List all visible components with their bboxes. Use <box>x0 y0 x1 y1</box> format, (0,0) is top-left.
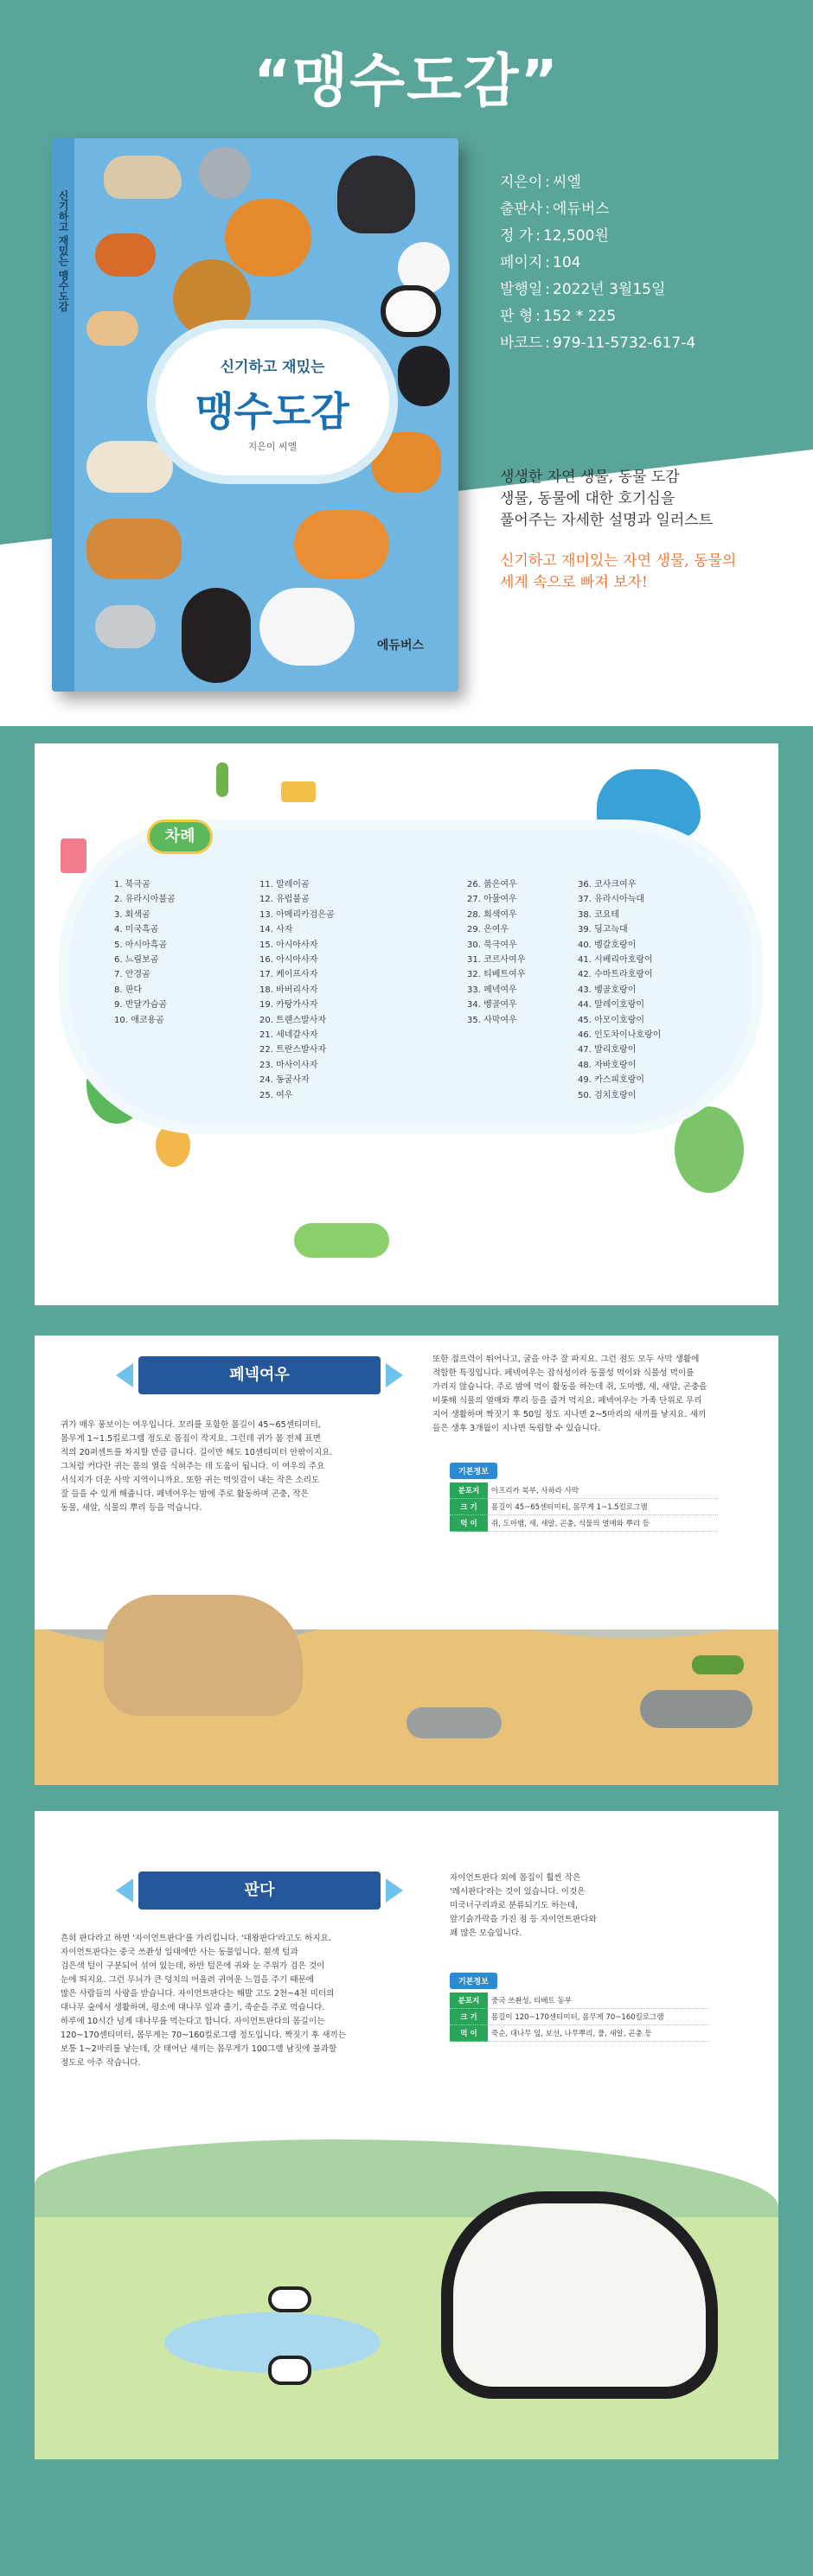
toc-item[interactable]: 46. 인도차이나호랑이 <box>578 1030 662 1041</box>
toc-item[interactable]: 27. 아뮬여우 <box>467 895 517 905</box>
section-banner: 판다 <box>138 1871 381 1910</box>
toc-item[interactable]: 23. 마사이사자 <box>259 1060 318 1070</box>
info-row-format: 판 형 : 152 * 225 <box>500 303 794 330</box>
row-value: 몸길이 45~65센티미터, 몸무게 1~1.5킬로그램 <box>488 1499 718 1515</box>
text-line: 또한 접프력이 뛰어나고, 굴을 아주 잘 파지요. 그런 점도 모두 사막 생활에 <box>432 1355 700 1364</box>
toc-item[interactable]: 24. 동굴사자 <box>259 1075 310 1086</box>
info-key: 지은이 <box>500 174 543 191</box>
toc-item[interactable]: 40. 벵갈호랑이 <box>578 940 637 950</box>
section-banner: 페넥여우 <box>138 1356 381 1394</box>
text-line: 보통 1~2마리를 낳는데, 갓 태어난 새끼는 몸무게가 100그램 남짓에 불과할 <box>61 2044 337 2054</box>
toc-item[interactable]: 43. 벵골호랑이 <box>578 985 637 995</box>
table-row <box>450 1993 709 2009</box>
toc-item[interactable]: 11. 말레이곰 <box>259 880 310 889</box>
lion-illustration <box>173 259 251 337</box>
text-line: 눈에 띄지요. 그런 무늬가 큰 덩치의 어울려 귀여운 느낌을 주기 때문에 <box>61 1975 315 1985</box>
text-line: 귀가 매우 풍보이는 여우입니다. 꼬리를 포함한 몸길이 45~65센티미터, <box>61 1420 321 1430</box>
toc-item[interactable]: 34. 벵골여우 <box>467 1000 517 1011</box>
text-line: 120~170센티미터, 몸무게는 70~160킬로그램 정도입니다. 짝짓기 후 새끼는 <box>61 2031 347 2040</box>
basic-info-tag: 기본정보 <box>450 1973 497 1989</box>
lioness-illustration <box>86 519 182 579</box>
cactus-illustration <box>216 762 228 797</box>
toc-item[interactable]: 25. 여우 <box>259 1090 293 1100</box>
tree-illustration-small <box>156 1124 190 1167</box>
highlight-line: 세계 속으로 빠져 보자! <box>500 574 648 591</box>
toc-column-2 <box>259 877 389 1103</box>
tiger-illustration <box>225 199 311 277</box>
basic-info-box <box>450 1971 709 2042</box>
info-value: 152 * 225 <box>542 308 617 325</box>
fennec-text-left <box>61 1419 398 1515</box>
wolf-illustration <box>199 147 251 199</box>
info-row-publisher: 출판사 : 에듀버스 <box>500 196 794 223</box>
row-label: 크 기 <box>450 2009 488 2025</box>
info-value: 씨엘 <box>553 174 581 191</box>
fox-illustration <box>95 233 156 277</box>
row-value: 몸길이 120~170센티미터, 몸무게 70~160킬로그램 <box>488 2009 709 2025</box>
toc-item[interactable]: 19. 카탕가사자 <box>259 1000 318 1011</box>
spread-panda <box>35 1811 778 2459</box>
rock-illustration-2 <box>640 1690 752 1728</box>
text-line: 대나무 숲에서 생활하며, 평소에 대나무 잎과 줄기, 죽순을 주로 먹습니다. <box>61 2003 325 2012</box>
tree-illustration-right <box>675 1106 744 1193</box>
text-line: 자이언트판다 외에 몸집이 훨씬 작은 <box>450 1873 581 1883</box>
baby-panda-illustration-2 <box>268 2356 311 2385</box>
toc-item[interactable]: 18. 바버리사자 <box>259 985 318 995</box>
toc-item[interactable]: 38. 코요테 <box>578 909 620 920</box>
text-line: 하루에 10시간 넘게 대나무를 먹는다고 합니다. 자이언트판다의 몸길이는 <box>61 2017 325 2026</box>
toc-item[interactable]: 39. 딩고늑대 <box>578 925 628 935</box>
toc-column-4 <box>578 877 707 1103</box>
fennec-fox-illustration <box>104 1595 303 1716</box>
text-line: 비롯해 식물의 열매와 뿌리 등을 즐겨 먹지요. 페넥여우는 가족 단위로 무리 <box>432 1396 702 1406</box>
text-line: 잘 들을 수 있게 해줍니다. 페넥여우는 밤에 주로 활동하며 곤충, 작은 <box>61 1489 309 1499</box>
desc-line: 풀어주는 자세한 설명과 일러스트 <box>500 512 714 529</box>
info-row-price: 정 가 : 12,500원 <box>500 223 794 250</box>
baby-panda-illustration <box>268 2286 311 2312</box>
toc-item[interactable]: 44. 말레이호랑이 <box>578 1000 645 1011</box>
house-illustration <box>281 781 316 802</box>
book-description <box>500 467 794 594</box>
toc-item[interactable]: 30. 북극여우 <box>467 940 517 950</box>
panda-illustration <box>381 285 441 337</box>
text-line: 가리지 않습니다. 주로 밤에 먹이 활동을 하는데 쥐, 도마뱀, 새, 새알, 곤충을 <box>432 1382 707 1392</box>
building-illustration <box>61 838 86 873</box>
text-line: 서식지가 더운 사막 지역이니까요. 또한 귀는 먹잇감이 내는 작은 소리도 <box>61 1476 320 1485</box>
snow-leopard-illustration <box>104 156 182 199</box>
row-label: 분포지 <box>450 1993 488 2009</box>
text-line: 동물, 새알, 식물의 뿌리 등을 먹습니다. <box>61 1503 202 1513</box>
grey-fox-illustration <box>95 605 156 648</box>
row-value: 아프리카 북부, 사하라 사막 <box>488 1482 718 1499</box>
toc-item[interactable]: 13. 아메리카검은곰 <box>259 909 335 920</box>
text-line: 자이언트판다는 중국 쓰촨성 일대에만 사는 동물입니다. 흰색 털과 <box>61 1948 298 1957</box>
toc-badge: 차례 <box>147 819 213 854</box>
elephant-illustration <box>597 769 701 838</box>
toc-item[interactable]: 28. 회색여우 <box>467 909 517 920</box>
basic-info-box <box>450 1461 718 1532</box>
book-title: 맹수도감 <box>195 388 349 435</box>
toc-item[interactable]: 26. 붉은여우 <box>467 880 517 889</box>
info-value: 2022년 3월15일 <box>553 281 666 298</box>
giant-panda-illustration <box>441 2191 718 2399</box>
table-row <box>450 1482 718 1499</box>
toc-item[interactable]: 41. 시베리아호랑이 <box>578 955 653 966</box>
toc-item[interactable]: 4. 미국흑곰 <box>114 925 159 935</box>
info-row-author: 지은이 : 씨엘 <box>500 169 794 196</box>
fennec-text-right <box>432 1353 761 1436</box>
table-row <box>450 1515 718 1532</box>
toc-item[interactable]: 1. 북극곰 <box>114 880 150 889</box>
info-key: 페이지 <box>500 254 543 271</box>
desc-line: 생생한 자연 생물, 동물 도감 <box>500 469 680 486</box>
toc-item[interactable]: 15. 아시아사자 <box>259 940 318 950</box>
text-line: 적의 20퍼센트를 차지할 만큼 큽니다. 길이만 해도 10센티미터 안팎이지요. <box>61 1448 333 1457</box>
bush-illustration <box>294 1223 389 1258</box>
text-line: 미국너구리과로 분류되기도 하는데, <box>450 1901 579 1910</box>
toc-column-1 <box>114 877 244 1028</box>
toc-item[interactable]: 33. 페넥여우 <box>467 985 517 995</box>
toc-item[interactable]: 3. 회색곰 <box>114 909 150 920</box>
toc-item[interactable]: 45. 아모이호랑이 <box>578 1015 645 1025</box>
row-label: 분포지 <box>450 1482 488 1499</box>
row-value: 쥐, 도마뱀, 새, 새알, 곤충, 식물의 열매와 뿌리 등 <box>488 1515 718 1532</box>
row-label: 크 기 <box>450 1499 488 1515</box>
toc-item[interactable]: 47. 발리호랑이 <box>578 1045 637 1055</box>
table-of-contents <box>35 743 778 1305</box>
text-line: 몸무게 1~1.5킬로그램 정도로 몸집이 작지요. 그런데 귀가 몸 전체 표면 <box>61 1434 321 1444</box>
toc-item[interactable]: 6. 느림보곰 <box>114 955 159 966</box>
info-row-barcode: 바코드 : 979-11-5732-617-4 <box>500 330 794 357</box>
toc-item[interactable]: 10. 애코용곰 <box>114 1015 164 1025</box>
book-spine <box>52 138 74 692</box>
rock-illustration <box>406 1707 502 1738</box>
spread-fennec-fox <box>35 1336 778 1785</box>
basic-info-tag: 기본정보 <box>450 1463 497 1479</box>
toc-item[interactable]: 21. 세네갈사자 <box>259 1030 318 1041</box>
table-row <box>450 1499 718 1515</box>
highlight-line: 신기하고 재미있는 자연 생물, 동물의 <box>500 552 737 570</box>
text-line: 그처럼 커다란 귀는 몸의 열을 식혀주는 데 도움이 됩니다. 이 여우의 주요 <box>61 1462 325 1471</box>
toc-item[interactable]: 16. 아시아사자 <box>259 955 318 966</box>
row-value: 죽순, 대나무 잎, 보선, 나무뿌리, 풀, 새알, 곤충 등 <box>488 2025 709 2042</box>
toc-item[interactable]: 14. 사자 <box>259 925 293 935</box>
basic-info-table <box>450 1482 718 1532</box>
basic-info-table <box>450 1993 709 2042</box>
info-row-date: 발행일 : 2022년 3월15일 <box>500 277 794 303</box>
panda-scene <box>35 2139 778 2459</box>
info-value: 104 <box>553 254 581 271</box>
toc-item[interactable]: 12. 유럽불곰 <box>259 895 310 905</box>
row-label: 먹 이 <box>450 1515 488 1532</box>
row-label: 먹 이 <box>450 2025 488 2042</box>
panda-text-left <box>61 1932 406 2070</box>
info-value: 979-11-5732-617-4 <box>553 335 696 352</box>
toc-item[interactable]: 48. 자바호랑이 <box>578 1060 637 1070</box>
book-subtitle: 신기하고 재밌는 <box>220 359 325 376</box>
info-value: 에듀버스 <box>553 201 610 218</box>
table-row <box>450 2025 709 2042</box>
book-info-list <box>500 169 794 357</box>
info-key: 출판사 <box>500 201 543 218</box>
desc-line: 생물, 동물에 대한 호기심을 <box>500 490 675 507</box>
bear-illustration-2 <box>398 346 450 406</box>
tiger-illustration-3 <box>294 510 389 579</box>
info-key: 판 형 <box>500 308 534 325</box>
toc-item[interactable]: 37. 유라시아늑대 <box>578 895 645 905</box>
row-value: 중국 쓰촨성, 티베트 동부 <box>488 1993 709 2009</box>
toc-item[interactable]: 22. 트란스발사자 <box>259 1045 327 1055</box>
toc-item[interactable]: 5. 아시아흑곰 <box>114 940 168 950</box>
toc-item[interactable]: 20. 트랜스발사자 <box>259 1015 327 1025</box>
toc-item[interactable]: 8. 판다 <box>114 985 143 995</box>
info-key: 발행일 <box>500 281 543 298</box>
table-row <box>450 2009 709 2025</box>
text-line: 꽤 많은 모습입니다. <box>450 1929 522 1938</box>
toc-item[interactable]: 9. 반달가슴곰 <box>114 1000 168 1011</box>
text-line: 정도로 아주 작습니다. <box>61 2058 141 2068</box>
black-bear-illustration <box>337 156 415 233</box>
text-line: 앞기슭가락을 가진 점 등 자이언트판다와 <box>450 1915 597 1924</box>
hero-section <box>0 0 813 726</box>
fennec-illustration <box>86 311 138 346</box>
toc-item[interactable]: 31. 코르사여우 <box>467 955 526 966</box>
text-line: 지어 생활하며 짝짓기 후 50일 정도 지나면 2~5마리의 새끼를 낳지요. 새끼 <box>432 1410 707 1419</box>
toc-item[interactable]: 29. 은여우 <box>467 925 509 935</box>
toc-item[interactable]: 36. 코사크여우 <box>578 880 637 889</box>
info-key: 정 가 <box>500 227 534 245</box>
text-line: 들은 생후 3개월이 지나면 독립할 수 있습니다. <box>432 1424 601 1433</box>
toc-item[interactable]: 49. 카스피호랑이 <box>578 1075 645 1086</box>
toc-item[interactable]: 50. 검치호랑이 <box>578 1090 637 1100</box>
book-cover <box>52 138 458 692</box>
toc-item[interactable]: 2. 유라시아불곰 <box>114 895 176 905</box>
text-line: 적합한 특징입니다. 페넥여우는 잡식성이라 동물성 먹이와 식물성 먹이를 <box>432 1368 695 1378</box>
info-key: 바코드 <box>500 335 543 352</box>
text-line: 검은색 털이 구분되어 섞여 있는데, 하반 털은에 귀와 눈 주위가 검은 것이 <box>61 1961 325 1971</box>
info-row-pages: 페이지 : 104 <box>500 250 794 277</box>
info-value: 12,500원 <box>542 227 609 245</box>
panda-text-right <box>450 1871 735 1941</box>
toc-item[interactable]: 17. 케이프사자 <box>259 970 318 980</box>
polar-bear-illustration-2 <box>259 588 355 666</box>
toc-item[interactable]: 35. 사막여우 <box>467 1015 517 1025</box>
text-line: 흔히 판다라고 하면 '자이언트판다'를 가리킵니다. '대왕판다'라고도 하지요. <box>61 1934 331 1943</box>
toc-item[interactable]: 42. 수마트라호랑이 <box>578 970 653 980</box>
grasshopper-illustration <box>692 1655 744 1674</box>
page-title: “맹수도감” <box>253 48 560 114</box>
text-line: 많은 사람들의 사랑을 받습니다. 자이언트판다는 해발 고도 2천~4천 미터의 <box>61 1989 335 1999</box>
book-spine-text: 신기하고 재밌는 맹수도감 <box>57 190 69 312</box>
toc-item[interactable]: 7. 안경곰 <box>114 970 150 980</box>
moon-bear-illustration <box>182 588 251 683</box>
book-publisher: 에듀버스 <box>376 639 424 653</box>
book-title-cloud <box>156 328 389 475</box>
text-line: '레서판다'라는 것이 있습니다. 이것은 <box>450 1887 586 1897</box>
book-author: 지은이 씨엘 <box>247 441 298 452</box>
toc-item[interactable]: 32. 티베트여우 <box>467 970 526 980</box>
fennec-scene <box>35 1578 778 1785</box>
